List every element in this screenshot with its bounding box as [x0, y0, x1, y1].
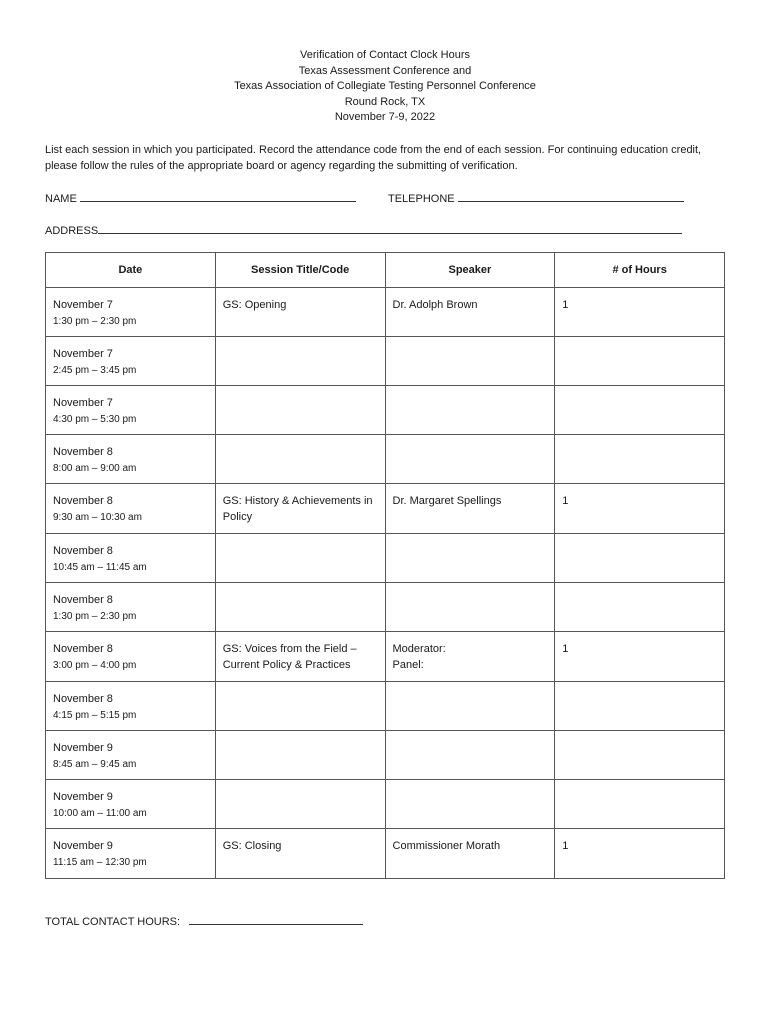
date-cell[interactable] [46, 780, 216, 829]
session-day: November 8 [53, 545, 113, 557]
session-title: GS: Closing [222, 840, 282, 852]
speaker-cell[interactable] [385, 386, 555, 435]
hours-value [555, 534, 724, 544]
table-row [46, 288, 725, 337]
hours-value [555, 731, 724, 741]
table-row [46, 484, 725, 534]
hours-cell[interactable] [555, 632, 725, 682]
hours-cell[interactable] [555, 337, 725, 386]
session-time: 8:45 am – 9:45 am [53, 758, 137, 770]
header-speaker: Speaker [385, 253, 555, 288]
session-title-cell[interactable] [215, 583, 385, 632]
hours-value [555, 583, 724, 593]
hours-value: 1 [562, 840, 569, 852]
session-time: 4:15 pm – 5:15 pm [53, 709, 137, 721]
total-hours-field[interactable] [45, 913, 363, 928]
telephone-label: TELEPHONE [388, 193, 455, 205]
table-row [46, 731, 725, 780]
session-title-cell[interactable] [215, 534, 385, 583]
session-day: November 8 [53, 495, 113, 507]
conference-location: Round Rock, TX [344, 95, 426, 108]
sessions-table [45, 252, 725, 879]
speaker-cell[interactable] [385, 484, 555, 534]
speaker-cell[interactable] [385, 829, 555, 879]
hours-cell[interactable] [555, 731, 725, 780]
telephone-input-line[interactable] [458, 190, 684, 202]
hours-cell[interactable] [555, 534, 725, 583]
speaker-cell[interactable] [385, 682, 555, 731]
speaker-name: Moderator: Panel: [392, 643, 446, 671]
table-header-row [46, 253, 725, 288]
hours-cell[interactable] [555, 484, 725, 534]
speaker-name [386, 435, 555, 445]
session-time: 10:45 am – 11:45 am [53, 561, 147, 573]
table-row [46, 632, 725, 682]
session-title [216, 386, 385, 396]
instructions-paragraph: List each session in which you participated. Record the attendance code from the end of each session. For continuing education credit, please follow the rules of the appropriate board or agency regarding the submitting of verification. [45, 144, 702, 172]
speaker-name: Dr. Adolph Brown [392, 299, 478, 311]
session-time: 1:30 pm – 2:30 pm [53, 610, 137, 622]
conference-name-2: Texas Association of Collegiate Testing Personnel Conference [234, 80, 536, 93]
table-row [46, 337, 725, 386]
hours-value [555, 682, 724, 692]
table-row [46, 386, 725, 435]
name-input-line[interactable] [80, 190, 356, 202]
table-row [46, 780, 725, 829]
header-session-title: Session Title/Code [215, 253, 385, 288]
session-title-cell[interactable] [215, 484, 385, 534]
speaker-cell[interactable] [385, 632, 555, 682]
document-title: Verification of Contact Clock Hours [300, 49, 470, 61]
header-hours: # of Hours [555, 253, 725, 288]
speaker-cell[interactable] [385, 780, 555, 829]
table-row [46, 829, 725, 879]
date-cell[interactable] [46, 534, 216, 583]
name-field[interactable] [45, 190, 356, 206]
session-time: 2:45 pm – 3:45 pm [53, 364, 137, 376]
session-day: November 9 [53, 840, 113, 852]
session-day: November 7 [53, 299, 113, 311]
session-time: 4:30 pm – 5:30 pm [53, 413, 137, 425]
speaker-name [386, 583, 555, 593]
speaker-name: Commissioner Morath [392, 840, 501, 852]
date-cell[interactable] [46, 484, 216, 534]
speaker-cell[interactable] [385, 534, 555, 583]
session-time: 3:00 pm – 4:00 pm [53, 659, 137, 671]
session-title [216, 682, 385, 692]
session-time: 8:00 am – 9:00 am [53, 462, 137, 474]
date-cell[interactable] [46, 337, 216, 386]
session-day: November 9 [53, 791, 113, 803]
hours-cell[interactable] [555, 780, 725, 829]
date-cell[interactable] [46, 829, 216, 879]
session-title-cell[interactable] [215, 632, 385, 682]
session-title-cell[interactable] [215, 780, 385, 829]
session-title-cell[interactable] [215, 829, 385, 879]
date-cell[interactable] [46, 288, 216, 337]
table-row [46, 435, 725, 484]
total-hours-label: TOTAL CONTACT HOURS: [45, 916, 181, 928]
session-title-cell[interactable] [215, 386, 385, 435]
session-day: November 8 [53, 643, 113, 655]
speaker-name [386, 780, 555, 790]
document-header [0, 48, 770, 126]
address-field[interactable] [45, 222, 682, 238]
session-time: 1:30 pm – 2:30 pm [53, 315, 137, 327]
hours-cell[interactable] [555, 583, 725, 632]
session-title [216, 780, 385, 790]
session-day: November 7 [53, 397, 113, 409]
telephone-field[interactable] [388, 190, 684, 206]
session-title: GS: Voices from the Field – Current Policy & Practices [222, 643, 357, 671]
hours-cell[interactable] [555, 682, 725, 731]
session-title [216, 534, 385, 544]
address-label: ADDRESS [45, 225, 99, 237]
session-day: November 7 [53, 348, 113, 360]
session-time: 9:30 am – 10:30 am [53, 511, 142, 523]
session-title [216, 583, 385, 593]
speaker-name [386, 386, 555, 396]
session-title [216, 337, 385, 347]
session-day: November 8 [53, 693, 113, 705]
date-cell[interactable] [46, 386, 216, 435]
session-title [216, 435, 385, 445]
date-cell[interactable] [46, 682, 216, 731]
speaker-name [386, 337, 555, 347]
session-day: November 8 [53, 446, 113, 458]
session-title-cell[interactable] [215, 731, 385, 780]
conference-dates: November 7-9, 2022 [334, 111, 436, 124]
header-date: Date [46, 253, 216, 288]
hours-value: 1 [562, 643, 569, 655]
address-input-line[interactable] [98, 222, 682, 234]
hours-cell[interactable] [555, 386, 725, 435]
table-row [46, 682, 725, 731]
table-row [46, 534, 725, 583]
hours-value [555, 386, 724, 396]
session-title-cell[interactable] [215, 435, 385, 484]
hours-value [555, 780, 724, 790]
session-time: 11:15 am – 12:30 pm [53, 856, 147, 868]
date-cell[interactable] [46, 583, 216, 632]
hours-cell[interactable] [555, 829, 725, 879]
hours-value: 1 [562, 495, 569, 507]
speaker-name [386, 731, 555, 741]
speaker-name: Dr. Margaret Spellings [392, 495, 502, 507]
hours-value [555, 435, 724, 445]
speaker-cell[interactable] [385, 435, 555, 484]
hours-cell[interactable] [555, 435, 725, 484]
session-title: GS: History & Achievements in Policy [222, 495, 373, 523]
session-title-cell[interactable] [215, 288, 385, 337]
speaker-cell[interactable] [385, 583, 555, 632]
name-label: NAME [45, 193, 77, 205]
hours-value: 1 [562, 299, 569, 311]
conference-name-1: Texas Assessment Conference and [298, 64, 472, 77]
table-row [46, 583, 725, 632]
session-title-cell[interactable] [215, 337, 385, 386]
date-cell[interactable] [46, 435, 216, 484]
session-day: November 9 [53, 742, 113, 754]
speaker-cell[interactable] [385, 288, 555, 337]
hours-cell[interactable] [555, 288, 725, 337]
hours-value [555, 337, 724, 347]
session-title [216, 731, 385, 741]
speaker-cell[interactable] [385, 731, 555, 780]
speaker-name [386, 682, 555, 692]
speaker-name [386, 534, 555, 544]
session-day: November 8 [53, 594, 113, 606]
date-cell[interactable] [46, 731, 216, 780]
session-title: GS: Opening [222, 299, 287, 311]
session-time: 10:00 am – 11:00 am [53, 807, 147, 819]
session-title-cell[interactable] [215, 682, 385, 731]
total-hours-input-line[interactable] [189, 913, 363, 925]
speaker-cell[interactable] [385, 337, 555, 386]
date-cell[interactable] [46, 632, 216, 682]
